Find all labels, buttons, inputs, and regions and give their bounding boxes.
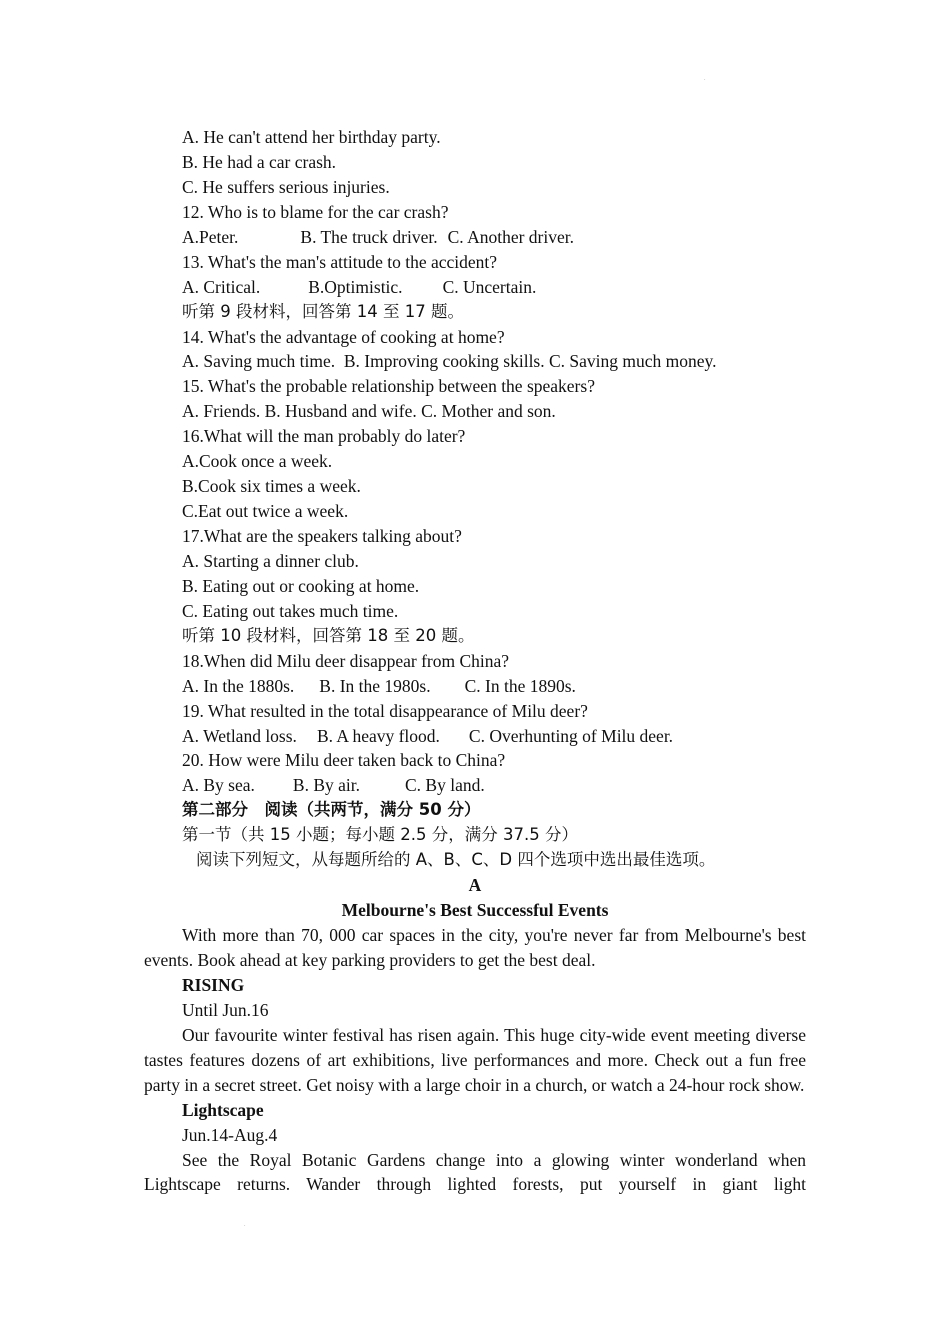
q14-question: 14. What's the advantage of cooking at home?: [182, 326, 505, 347]
event-date: Until Jun.16: [182, 999, 269, 1020]
event-name: Lightscape: [182, 1099, 264, 1120]
q18-question: 18.When did Milu deer disappear from China?: [182, 650, 510, 671]
q17-question: 17.What are the speakers talking about?: [182, 526, 462, 546]
q20-option-b: B. By air.: [292, 775, 360, 796]
q12-option-c: C. Another driver.: [447, 226, 574, 247]
passage-title: Melbourne's Best Successful Events: [341, 900, 609, 921]
q19-options: [144, 724, 806, 749]
q12-option-a: A.Peter.: [182, 226, 239, 247]
passage-label: A: [468, 875, 482, 896]
reading-instruction: 阅读下列短文，从每题所给的 A、B、C、D 四个选项中选出最佳选项。: [196, 850, 716, 870]
q20-options: [144, 773, 806, 798]
q20-option-c: C. By land.: [405, 775, 485, 796]
q17-option-b: B. Eating out or cooking at home.: [182, 575, 420, 596]
q13-option-c: C. Uncertain.: [442, 276, 537, 297]
q18-option-b: B. In the 1980s.: [319, 675, 431, 696]
q13-option-b: B.Optimistic.: [308, 276, 403, 297]
q18-options: [144, 674, 806, 699]
q11-option-a: A. He can't attend her birthday party.: [182, 127, 441, 147]
q17-option-a: A. Starting a dinner club.: [182, 550, 359, 571]
q13-option-a: A. Critical.: [182, 276, 261, 297]
part2-heading: 第二部分 阅读（共两节，满分 50 分）: [182, 800, 481, 820]
q15-options: A. Friends. B. Husband and wife. C. Mother and son.: [182, 401, 556, 422]
q16-option-a: A.Cook once a week.: [182, 451, 333, 472]
q15-question: 15. What's the probable relationship between the speakers?: [182, 376, 595, 397]
top-dot-mark: .: [704, 76, 706, 82]
page-content: [144, 125, 806, 1197]
q11-option-c: C. He suffers serious injuries.: [182, 176, 390, 197]
q12-options: [144, 225, 806, 250]
q16-option-c: C.Eat out twice a week.: [182, 501, 349, 522]
event-date: Jun.14-Aug.4: [182, 1124, 278, 1145]
q11-option-b: B. He had a car crash.: [182, 151, 337, 172]
q17-option-c: C. Eating out takes much time.: [182, 600, 399, 621]
q19-option-a: A. Wetland loss.: [182, 725, 297, 746]
section9-instruction: 听第 9 段材料，回答第 14 至 17 题。: [182, 301, 464, 321]
q20-question: 20. How were Milu deer taken back to China?: [182, 750, 506, 771]
section10-instruction: 听第 10 段材料，回答第 18 至 20 题。: [182, 625, 475, 645]
q12-option-b: B. The truck driver.: [300, 226, 438, 247]
event-name: RISING: [182, 974, 245, 995]
bottom-dot-mark: .: [244, 1222, 246, 1228]
q14-options: A. Saving much time. B. Improving cooking skills. C. Saving much money.: [182, 351, 717, 372]
q20-option-a: A. By sea.: [182, 775, 255, 796]
q16-option-b: B.Cook six times a week.: [182, 476, 361, 497]
passage-intro: With more than 70, 000 car spaces in the city, you're never far from Melbourne's best events. Book ahead at key parking providers to get the best deal.: [144, 925, 806, 970]
q19-option-b: B. A heavy flood.: [316, 725, 440, 746]
event-description: Our favourite winter festival has risen again. This huge city-wide event meeting diverse tastes features dozens of art exhibitions, live performances and more. Check out a fun free party in a secret street. Get noisy with a large choir in a church, or watch a 24-hour rock show.: [144, 1024, 806, 1095]
q13-options: [144, 275, 806, 300]
q13-question: 13. What's the man's attitude to the accident?: [182, 251, 498, 272]
section1-heading: 第一节（共 15 小题；每小题 2.5 分，满分 37.5 分）: [182, 825, 578, 845]
event-description: See the Royal Botanic Gardens change into a glowing winter wonderland when Lightscape returns. Wander through lighted forests, put yourself in giant light: [144, 1149, 806, 1195]
q12-question: 12. Who is to blame for the car crash?: [182, 201, 449, 222]
q16-question: 16.What will the man probably do later?: [182, 426, 466, 447]
q18-option-a: A. In the 1880s.: [182, 675, 295, 696]
q19-option-c: C. Overhunting of Milu deer.: [468, 725, 674, 746]
q18-option-c: C. In the 1890s.: [464, 675, 576, 696]
q19-question: 19. What resulted in the total disappearance of Milu deer?: [182, 700, 588, 721]
